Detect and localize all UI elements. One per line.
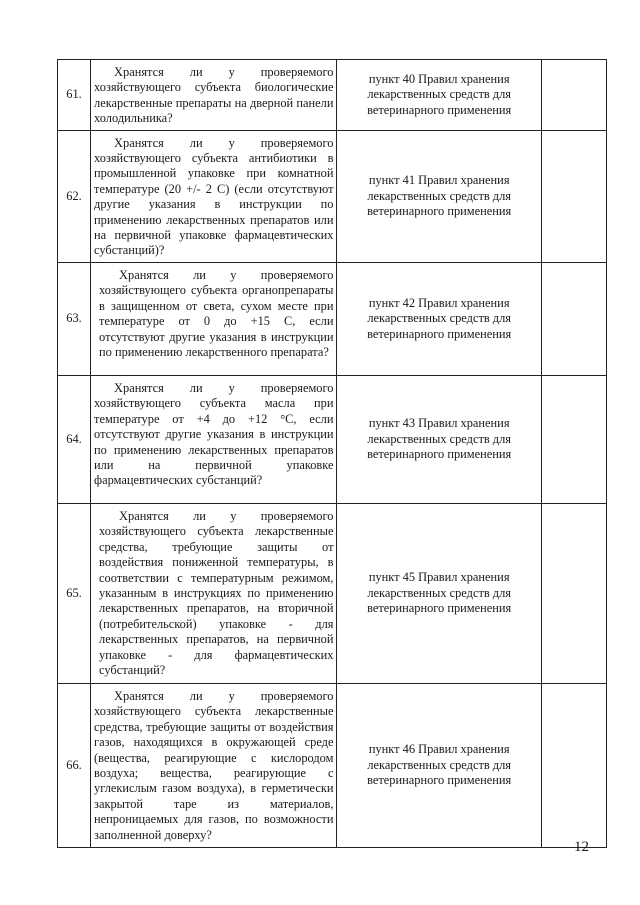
row-number: 66. bbox=[58, 683, 91, 847]
empty-cell bbox=[541, 503, 606, 683]
table-row bbox=[58, 262, 607, 375]
rule-reference-text: пункт 45 Правил хранения лекарственных средств для ветеринарного применения bbox=[367, 570, 512, 616]
row-number: 61. bbox=[58, 60, 91, 131]
rule-reference-text: пункт 42 Правил хранения лекарственных средств для ветеринарного применения bbox=[367, 295, 512, 341]
empty-cell bbox=[541, 375, 606, 503]
table-row bbox=[58, 683, 607, 847]
table-row bbox=[58, 503, 607, 683]
empty-cell bbox=[541, 130, 606, 262]
rule-reference-cell bbox=[337, 375, 541, 503]
empty-cell bbox=[541, 262, 606, 375]
question-cell bbox=[91, 503, 337, 683]
row-number: 65. bbox=[58, 503, 91, 683]
rule-reference-cell bbox=[337, 130, 541, 262]
rule-reference-text: пункт 41 Правил хранения лекарственных средств для ветеринарного применения bbox=[367, 173, 512, 218]
question-cell bbox=[91, 130, 337, 262]
question-text: Хранятся ли у проверяемого хозяйствующего субъекта биологические лекарственные препараты на дверной панели холодильника? bbox=[94, 65, 334, 126]
question-text: Хранятся ли у проверяемого хозяйствующего субъекта масла при температуре от +4 до +12 °С, если отсутствуют другие указания в инструкции по применению лекарственных препаратов или на первичной упаковке фармацевтических субстанций? bbox=[94, 380, 334, 488]
rule-reference-cell bbox=[337, 262, 541, 375]
rule-reference-text: пункт 40 Правил хранения лекарственных средств для ветеринарного применения bbox=[367, 71, 512, 117]
rule-reference-cell bbox=[337, 60, 541, 131]
row-number: 63. bbox=[58, 262, 91, 375]
question-text: Хранятся ли у проверяемого хозяйствующего субъекта лекарственные средства, требующие защиты от воздействия газов, находящихся в окружающей среде (вещества, реагирующие с кислородом воздуха; вещества, реагирующие с углекислым газом воздуха), в герметически закрытой таре из материалов, непроницаемых для газов, по возможности заполненной доверху? bbox=[94, 688, 334, 842]
rule-reference-text: пункт 43 Правил хранения лекарственных средств для ветеринарного применения bbox=[367, 416, 512, 462]
table-row bbox=[58, 60, 607, 131]
rule-reference-cell bbox=[337, 503, 541, 683]
question-cell bbox=[91, 262, 337, 375]
table-row bbox=[58, 130, 607, 262]
question-cell bbox=[91, 375, 337, 503]
question-cell bbox=[91, 683, 337, 847]
table-row bbox=[58, 375, 607, 503]
row-number: 64. bbox=[58, 375, 91, 503]
question-text: Хранятся ли у проверяемого хозяйствующего субъекта антибиотики в промышленной упаковке при комнатной температуре (20 +/- 2 С) (если отсутствуют другие указания в инструкции по применению лекарственных препаратов или на первичной упаковке фармацевтических субстанций)? bbox=[94, 135, 334, 258]
empty-cell bbox=[541, 60, 606, 131]
checklist-table bbox=[57, 59, 607, 848]
rule-reference-text: пункт 46 Правил хранения лекарственных средств для ветеринарного применения bbox=[367, 742, 512, 788]
rule-reference-cell bbox=[337, 683, 541, 847]
question-text: Хранятся ли у проверяемого хозяйствующего субъекта лекарственные средства, требующие защиты от воздействия пониженной температуры, в соответствии с температурным режимом, указанным в инструкциях по применению лекарственных препаратов, на вторичной (потребительской) упаковке - для лекарственных препаратов, на первичной упаковке - для фармацевтических субстанций? bbox=[99, 508, 334, 677]
question-text: Хранятся ли у проверяемого хозяйствующего субъекта органопрепараты в защищенном от света, сухом месте при температуре от 0 до +15 С, если отсутствуют другие указания в инструкции по применению лекарственного препарата? bbox=[99, 267, 334, 359]
empty-cell bbox=[541, 683, 606, 847]
question-cell bbox=[91, 60, 337, 131]
row-number: 62. bbox=[58, 130, 91, 262]
page-number: 12 bbox=[574, 839, 589, 855]
